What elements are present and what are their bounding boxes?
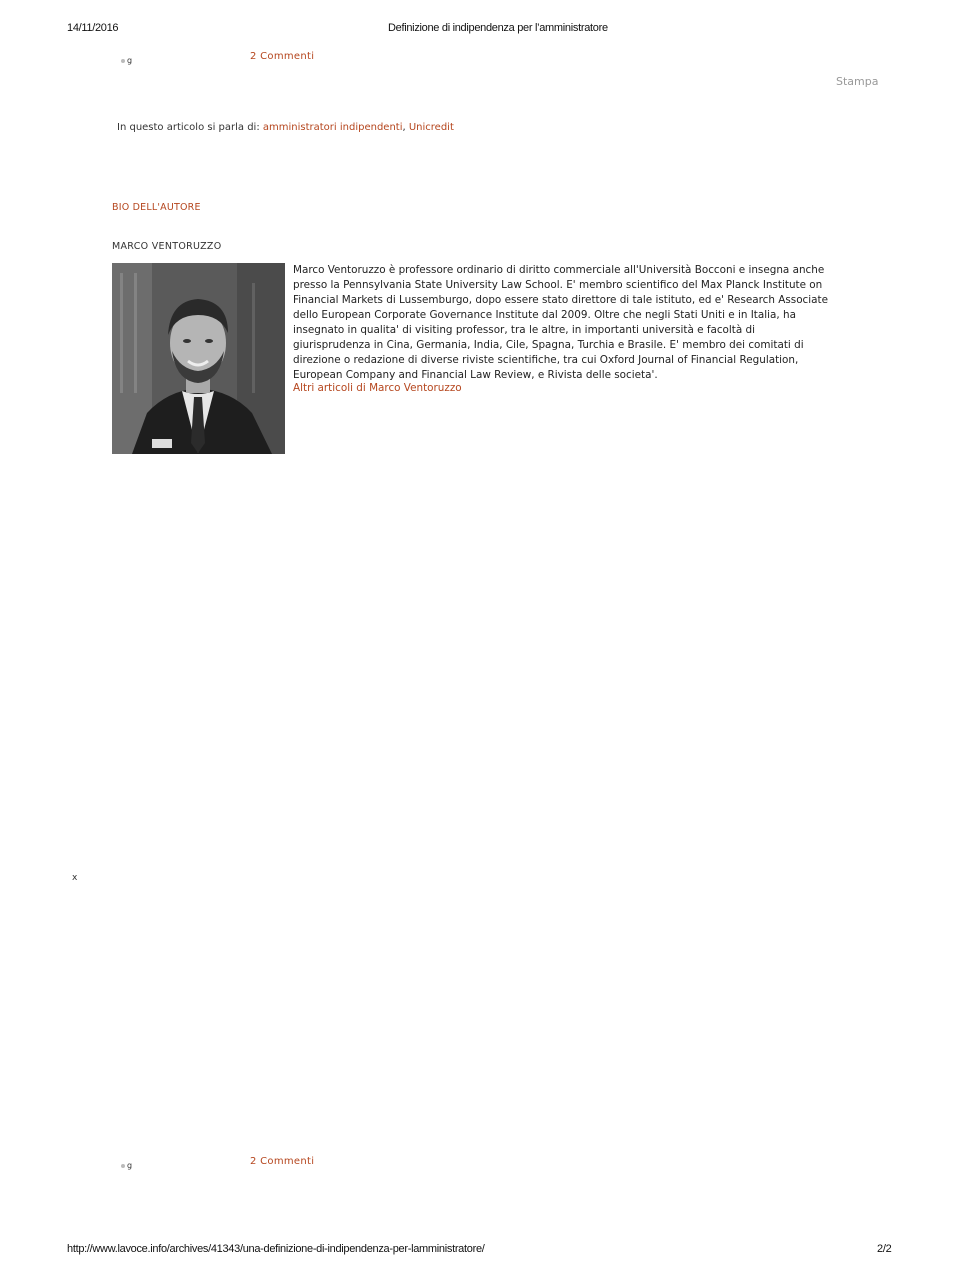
bio-heading: BIO DELL'AUTORE bbox=[112, 202, 201, 213]
author-bio bbox=[293, 263, 873, 383]
image-marker-text: g bbox=[127, 1161, 133, 1170]
print-button[interactable]: Stampa bbox=[836, 75, 879, 88]
broken-image-icon bbox=[121, 59, 125, 63]
tags-intro: In questo articolo si parla di: bbox=[117, 122, 263, 133]
share-image-placeholder bbox=[121, 56, 132, 65]
print-date: 14/11/2016 bbox=[67, 22, 119, 34]
share-image-placeholder-bottom bbox=[121, 1161, 132, 1170]
print-url: http://www.lavoce.info/archives/41343/una-definizione-di-indipendenza-per-lamministratore/ bbox=[67, 1243, 485, 1255]
bio-line: Marco Ventoruzzo è professore ordinario di diritto commerciale all'Università Bocconi e insegna anche bbox=[293, 264, 825, 276]
bio-line: European Company and Financial Law Review, e Rivista delle societa'. bbox=[293, 369, 658, 381]
bio-line: presso la Pennsylvania State University Law School. E' membro scientifico del Max Planck Institute on bbox=[293, 279, 823, 291]
bio-line: dello European Corporate Governance Institute dal 2009. Oltre che negli Stati Uniti e in Italia, ha bbox=[293, 309, 796, 321]
bio-line: insegnato in qualita' di visiting professor, tra le altre, in importanti università e facoltà di bbox=[293, 324, 756, 336]
print-page-number: 2/2 bbox=[877, 1243, 892, 1255]
tag-amministratori-indipendenti[interactable]: amministratori indipendenti bbox=[262, 122, 403, 133]
comments-link-bottom[interactable]: 2 Commenti bbox=[250, 1156, 315, 1167]
author-photo bbox=[112, 263, 285, 454]
tags-separator: , bbox=[402, 122, 409, 133]
author-name: MARCO VENTORUZZO bbox=[112, 241, 222, 252]
comments-link-top[interactable]: 2 Commenti bbox=[250, 51, 315, 62]
more-articles-link[interactable]: Altri articoli di Marco Ventoruzzo bbox=[293, 382, 462, 394]
article-tags bbox=[117, 122, 454, 133]
bio-line: Financial Markets di Lussemburgo, dopo essere stato direttore di tale istituto, ed e' Research Associate bbox=[293, 294, 828, 306]
bio-line: direzione o redazione di diverse riviste scientifiche, tra cui Oxford Journal of Financial Regulation, bbox=[293, 354, 799, 366]
bio-line: giurisprudenza in Cina, Germania, India, Cile, Spagna, Turchia e Brasile. E' membro dei comitati di bbox=[293, 339, 804, 351]
print-page-title: Definizione di indipendenza per l’amministratore bbox=[388, 22, 608, 34]
broken-image-icon bbox=[121, 1164, 125, 1168]
close-image-placeholder: x bbox=[72, 873, 78, 883]
author-portrait-image bbox=[112, 263, 285, 454]
tag-unicredit[interactable]: Unicredit bbox=[408, 122, 454, 133]
image-marker-text: g bbox=[127, 56, 133, 65]
